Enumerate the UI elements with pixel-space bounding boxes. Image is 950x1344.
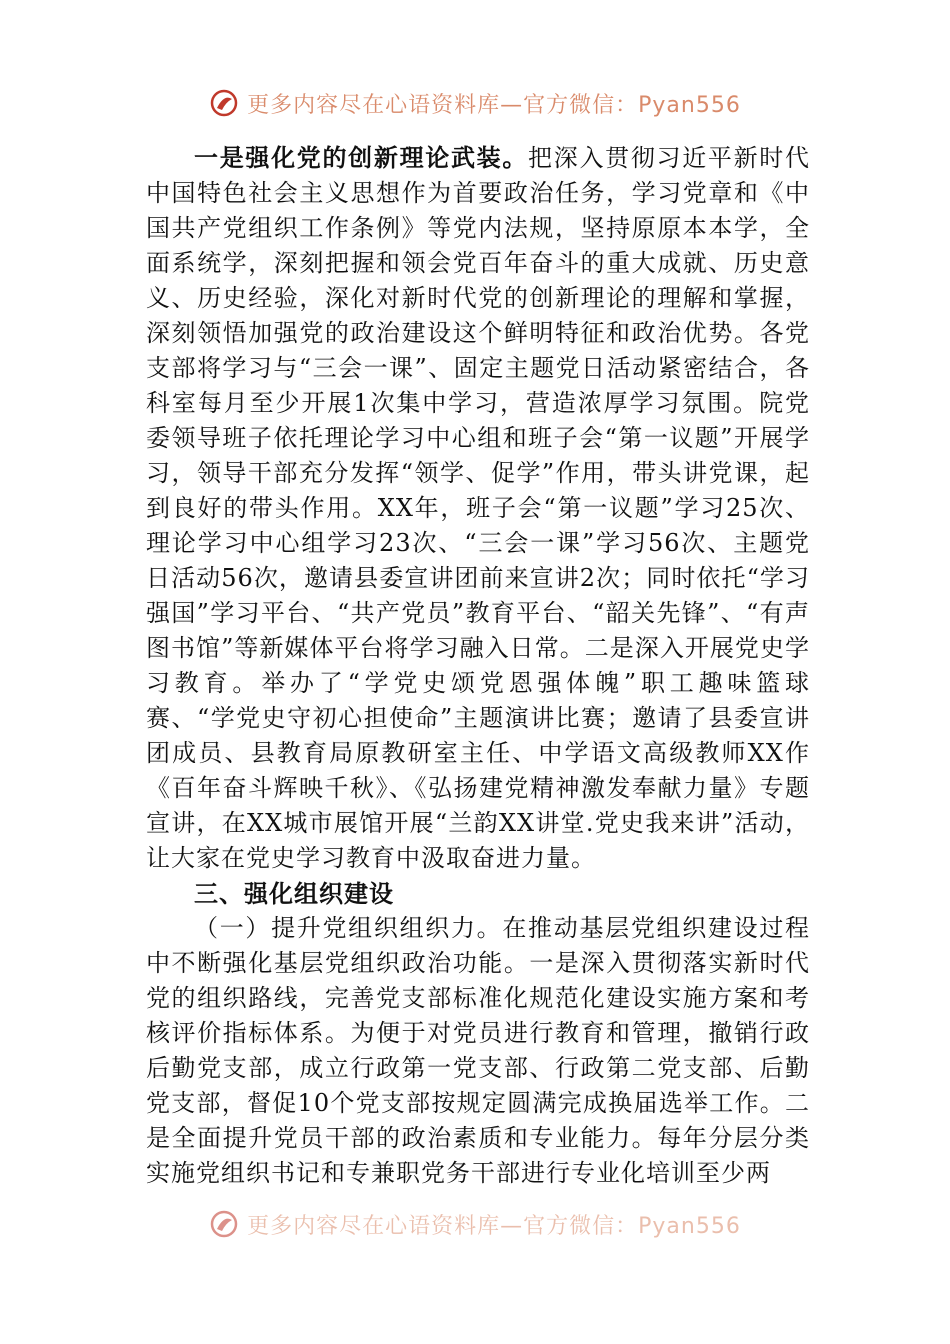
section-heading: 三、强化组织建设 — [194, 879, 394, 908]
header-watermark — [0, 86, 950, 120]
logo-icon — [209, 88, 239, 118]
watermark-text: 更多内容尽在心语资料库—官方微信：Pyan556 — [247, 92, 741, 118]
logo-icon — [209, 1209, 239, 1239]
paragraph-organization — [146, 911, 810, 1191]
paragraph-lead: 一是强化党的创新理论武装。 — [194, 143, 529, 172]
footer-watermark — [0, 1207, 950, 1241]
paragraph-lead: （一）提升党组织组织力。 — [194, 914, 503, 942]
paragraph-text: 把深入贯彻习近平新时代中国特色社会主义思想作为首要政治任务，学习党章和《中国共产党组织工作条例》等党内法规，坚持原原本本学，全面系统学，深刻把握和领会党百年奋斗的重大成就、历史意义、历史经验，深化对新时代党的创新理论的理解和掌握，深刻领悟加强党的政治建设这个鲜明特征和政治优势。各党支部将学习与“三会一课”、固定主题党日活动紧密结合，各科室每月至少开展1次集中学习，营造浓厚学习氛围。院党委领导班子依托理论学习中心组和班子会“第一议题”开展学习，领导干部充分发挥“领学、促学”作用，带头讲党课，起到良好的带头作用。XX年，班子会“第一议题”学习25次、理论学习中心组学习23次、“三会一课”学习56次、主题党日活动56次，邀请县委宣讲团前来宣讲2次；同时依托“学习强国”学习平台、“共产党员”教育平台、“韶关先锋”、“有声图书馆”等新媒体平台将学习融入日常。二是深入开展党史学习教育。举办了“学党史颂党恩强体魄”职工趣味篮球赛、“学党史守初心担使命”主题演讲比赛；邀请了县委宣讲团成员、县教育局原教研室主任、中学语文高级教师XX作《百年奋斗辉映千秋》、《弘扬建党精神激发奉献力量》专题宣讲，在XX城市展馆开展“兰韵XX讲堂.党史我来讲”活动，让大家在党史学习教育中汲取奋进力量。 — [146, 144, 811, 872]
paragraph-theory-study — [146, 140, 810, 876]
watermark-text: 更多内容尽在心语资料库—官方微信：Pyan556 — [247, 1213, 741, 1239]
document-body — [146, 140, 810, 1191]
paragraph-text: 在推动基层党组织建设过程中不断强化基层党组织政治功能。一是深入贯彻落实新时代党的组织路线，完善党支部标准化规范化建设实施方案和考核评价指标体系。为便于对党员进行教育和管理，撤销行政后勤党支部，成立行政第一党支部、行政第二党支部、后勤党支部，督促10个党支部按规定圆满完成换届选举工作。二是全面提升党员干部的政治素质和专业能力。每年分层分类实施党组织书记和专兼职党务干部进行专业化培训至少两 — [146, 914, 811, 1187]
